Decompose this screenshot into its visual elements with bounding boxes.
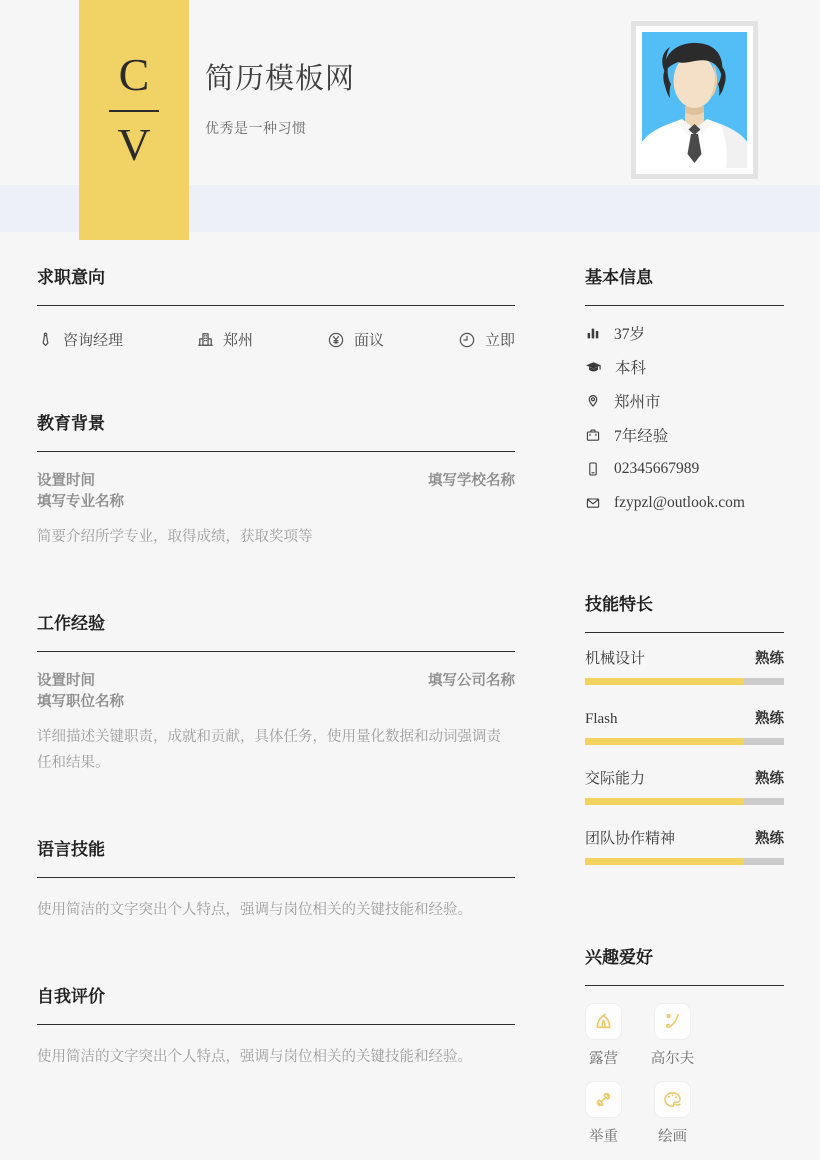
section-language [37,838,515,923]
job-intention-row [37,329,515,350]
hobby-label: 露营 [589,1051,618,1067]
job-intention-city [197,329,253,350]
right-column [585,240,784,1146]
section-work [37,612,515,776]
header [0,0,820,240]
profile-photo [631,21,758,179]
golf-icon [662,1011,683,1032]
degree-value: 本科 [615,360,647,377]
graduation-cap-icon [585,359,602,376]
section-title: 求职意向 [37,268,105,287]
city-value: 郑州市 [614,394,661,411]
skill-bar [585,798,784,805]
skill-head [585,647,784,668]
page-title: 简历模板网 [205,63,356,95]
section-self-evaluation [37,985,515,1070]
skill-name: 交际能力 [585,771,646,787]
skill-item [585,827,784,865]
education-row [37,471,515,492]
hobby-label: 高尔夫 [650,1051,695,1067]
section-title: 语言技能 [37,840,105,859]
hobby-label: 举重 [589,1129,618,1145]
job-intention-label: 郑州 [222,332,253,349]
section-divider [37,651,515,652]
basic-info-city [585,384,784,418]
hobby-camping [585,1003,622,1068]
section-hobbies [585,946,784,1146]
skill-bar [585,858,784,865]
skill-bar-fill [585,858,744,865]
section-title: 自我评价 [37,987,105,1006]
job-intention-label: 立即 [484,332,515,349]
building-icon [197,331,214,348]
skill-bar-fill [585,738,744,745]
clock-icon [458,331,476,349]
job-intention-position [37,329,123,350]
hobby-label: 绘画 [658,1129,687,1145]
age-value: 37岁 [614,326,646,343]
tie-icon [37,331,54,348]
section-title: 兴趣爱好 [585,948,653,967]
skill-bar [585,678,784,685]
work-position: 填写职位名称 [37,694,124,710]
profile-photo-inner [636,26,753,174]
skill-level: 熟练 [755,711,784,727]
section-divider [37,877,515,878]
work-entry [37,671,515,776]
section-divider [585,985,784,986]
skill-head [585,827,784,848]
job-intention-label: 面议 [353,332,384,349]
skill-head [585,707,784,728]
location-pin-icon [585,393,601,409]
mail-icon [585,495,601,511]
skill-name: 团队协作精神 [585,831,676,847]
education-entry [37,471,515,550]
section-education [37,412,515,550]
skill-item [585,707,784,745]
skill-name: 机械设计 [585,651,646,667]
job-intention-label: 咨询经理 [63,332,124,349]
skill-level: 熟练 [755,771,784,787]
tent-icon [593,1011,614,1032]
work-company: 填写公司名称 [428,673,515,689]
job-intention-salary [327,329,384,350]
phone-icon [585,461,601,477]
skills-list [585,647,784,865]
hobby-weightlifting [585,1081,622,1146]
dumbbell-icon [593,1089,614,1110]
section-divider [585,632,784,633]
skill-item [585,767,784,805]
hobby-box [585,1081,622,1118]
work-time: 设置时间 [37,673,95,689]
self-evaluation-description: 使用简洁的文字突出个人特点，强调与岗位相关的关键技能和经验。 [37,1049,472,1065]
title-block [205,56,355,138]
phone-value: 02345667989 [614,460,700,477]
cv-letter-c: C [118,49,150,100]
section-job-intention [37,266,515,350]
skill-bar-fill [585,678,744,685]
briefcase-icon [585,427,601,443]
avatar [642,32,747,168]
left-column [37,240,515,1146]
skill-name: Flash [585,711,618,727]
hobby-box [654,1081,691,1118]
experience-value: 7年经验 [614,428,669,445]
job-intention-availability [458,329,515,350]
skill-item [585,647,784,685]
email-value: fzypzl@outlook.com [614,494,745,511]
section-basic-info [585,266,784,520]
skill-level: 熟练 [755,651,784,667]
cv-divider [109,110,159,112]
basic-info-phone [585,452,784,486]
basic-info-experience [585,418,784,452]
work-row [37,671,515,692]
section-divider [37,451,515,452]
hobby-grid [585,1003,784,1146]
section-skills [585,593,784,865]
hobby-painting [654,1081,691,1146]
section-title: 基本信息 [585,268,653,287]
skill-bar-fill [585,798,744,805]
skill-head [585,767,784,788]
basic-info-list [585,316,784,520]
hobby-golf [650,1003,695,1068]
section-divider [37,1024,515,1025]
education-school: 填写学校名称 [428,473,515,489]
hobby-box [585,1003,622,1040]
section-divider [37,305,515,306]
page-subtitle: 优秀是一种习惯 [205,120,307,136]
work-description: 详细描述关键职责，成就和贡献，具体任务，使用量化数据和动词强调责任和结果。 [37,729,501,771]
section-title: 技能特长 [585,595,653,614]
skill-bar [585,738,784,745]
section-title: 工作经验 [37,614,105,633]
basic-info-email [585,486,784,520]
cv-banner [79,0,189,240]
age-chart-icon [585,325,601,341]
salary-icon [327,331,345,349]
education-description: 简要介绍所学专业，取得成绩，获取奖项等 [37,529,313,545]
basic-info-age [585,316,784,350]
education-major: 填写专业名称 [37,494,124,510]
skill-level: 熟练 [755,831,784,847]
education-time: 设置时间 [37,473,95,489]
basic-info-degree [585,350,784,384]
language-description: 使用简洁的文字突出个人特点，强调与岗位相关的关键技能和经验。 [37,902,472,918]
section-title: 教育背景 [37,414,105,433]
cv-letter-v: V [117,119,151,170]
palette-icon [662,1089,683,1110]
resume-body [0,240,820,1146]
hobby-box [654,1003,691,1040]
section-divider [585,305,784,306]
